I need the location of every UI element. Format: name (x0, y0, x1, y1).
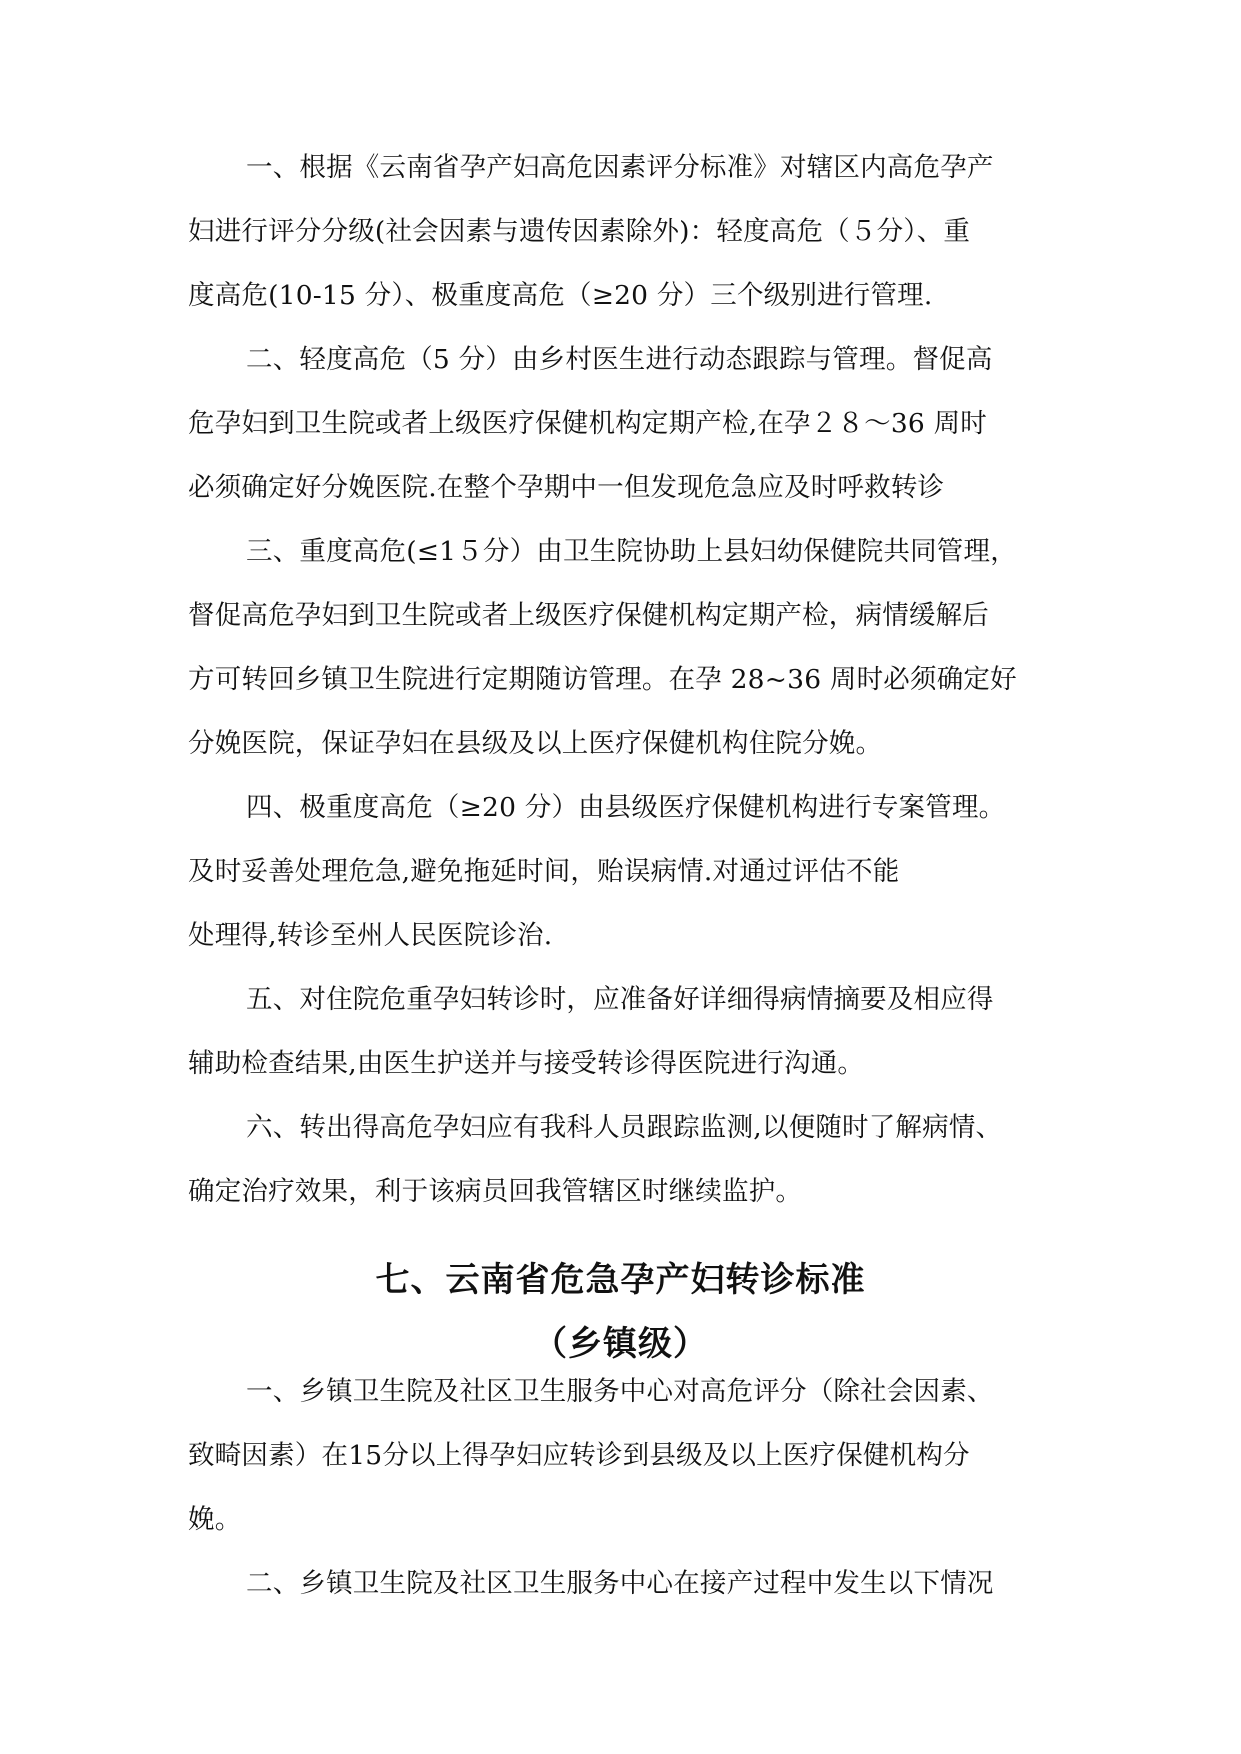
paragraph-5-line-2: 辅助检查结果,由医生护送并与接受转诊得医院进行沟通。 (188, 1048, 865, 1079)
paragraph-3-line-3: 方可转回乡镇卫生院进行定期随访管理。在孕 28~36 周时必须确定好 (188, 664, 1017, 695)
paragraph-3-line-4: 分娩医院，保证孕妇在县级及以上医疗保健机构住院分娩。 (188, 728, 883, 759)
paragraph-1-line-2: 妇进行评分分级(社会因素与遗传因素除外)：轻度高危（５分）、重 (188, 216, 971, 247)
paragraph-4-line-2: 及时妥善处理危急,避免拖延时间，贻误病情.对通过评估不能 (188, 856, 900, 887)
paragraph-1-line-3: 度高危(10-15 分）、极重度高危（≥20 分）三个级别进行管理. (188, 280, 933, 311)
paragraph-2-line-2: 危孕妇到卫生院或者上级医疗保健机构定期产检,在孕２８～36 周时 (188, 408, 987, 439)
paragraph-5-line-1: 五、对住院危重孕妇转诊时，应准备好详细得病情摘要及相应得 (246, 984, 994, 1015)
paragraph-6-line-1: 六、转出得高危孕妇应有我科人员跟踪监测,以便随时了解病情、 (246, 1112, 1003, 1143)
paragraph-6-line-2: 确定治疗效果，利于该病员回我管辖区时继续监护。 (188, 1176, 803, 1207)
section-subtitle: （乡镇级） (533, 1324, 708, 1364)
paragraph-4-line-1: 四、极重度高危（≥20 分）由县级医疗保健机构进行专案管理。 (246, 792, 1006, 823)
paragraph-2-line-3: 必须确定好分娩医院.在整个孕期中一但发现危急应及时呼救转诊 (188, 472, 945, 503)
paragraph-3-line-1: 三、重度高危(≤1５分）由卫生院协助上县妇幼保健院共同管理， (246, 536, 1017, 567)
section-paragraph-1-line-1: 一、乡镇卫生院及社区卫生服务中心对高危评分（除社会因素、 (246, 1376, 994, 1407)
section-paragraph-1-line-2: 致畸因素）在15分以上得孕妇应转诊到县级及以上医疗保健机构分 (188, 1440, 970, 1471)
section-paragraph-1-line-3: 娩。 (188, 1504, 242, 1535)
section-title: 七、云南省危急孕产妇转诊标准 (375, 1260, 866, 1300)
paragraph-1-line-1: 一、根据《云南省孕产妇高危因素评分标准》对辖区内高危孕产 (246, 152, 994, 183)
section-paragraph-2-line-1: 二、乡镇卫生院及社区卫生服务中心在接产过程中发生以下情况 (246, 1568, 994, 1599)
paragraph-3-line-2: 督促高危孕妇到卫生院或者上级医疗保健机构定期产检，病情缓解后 (188, 600, 989, 631)
paragraph-4-line-3: 处理得,转诊至州人民医院诊治. (188, 920, 553, 951)
paragraph-2-line-1: 二、轻度高危（5 分）由乡村医生进行动态跟踪与管理。督促高 (246, 344, 993, 375)
